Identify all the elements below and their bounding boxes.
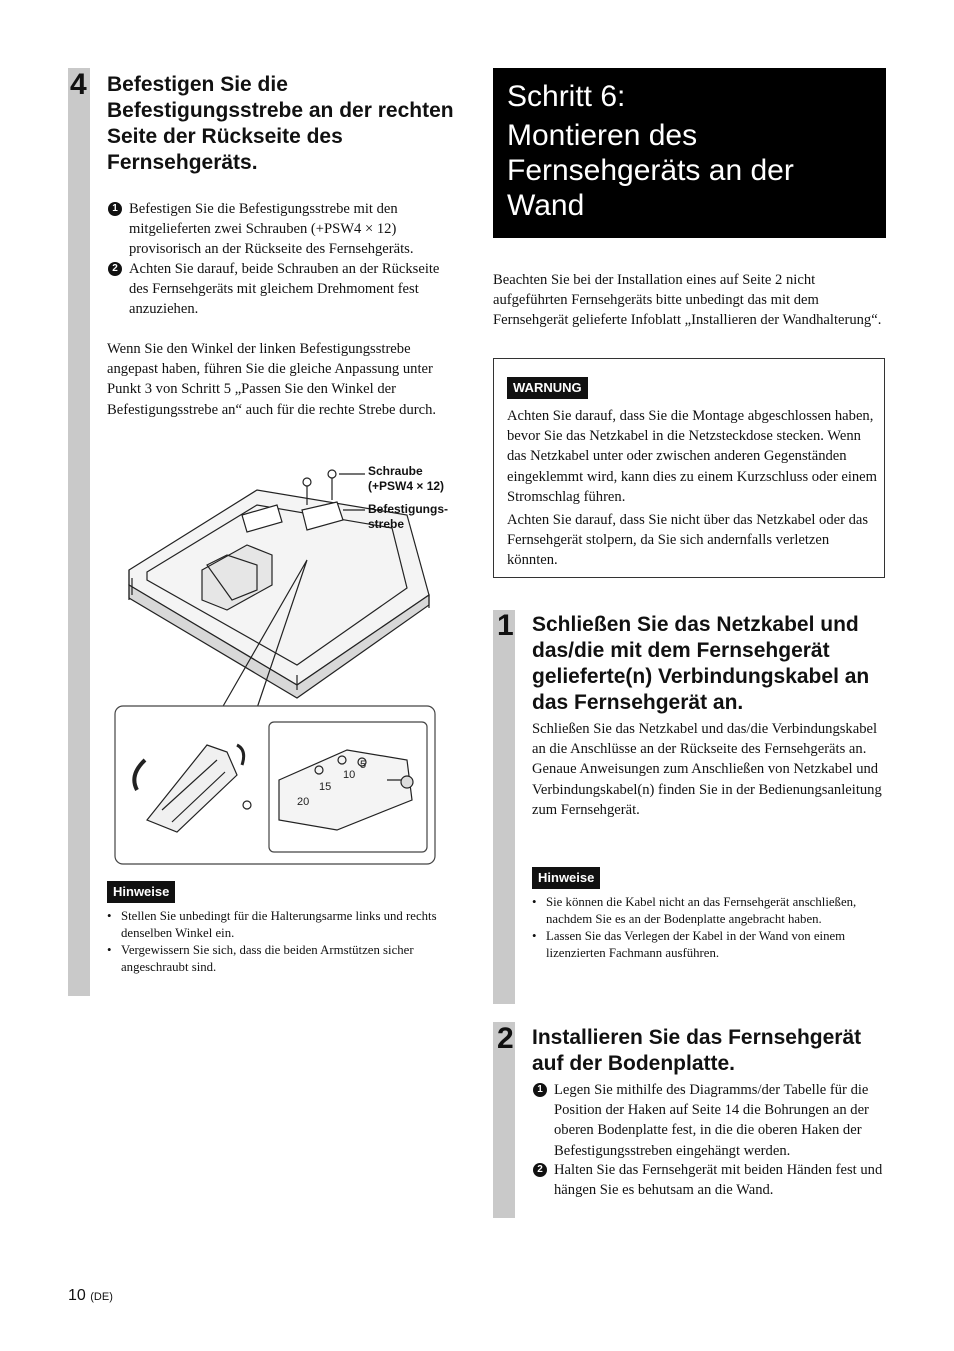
step-2-number: 2 bbox=[497, 1022, 514, 1055]
page-number: 10 bbox=[68, 1287, 86, 1304]
list-item: • Stellen Sie unbedingt für die Halterungsarme links und rechts denselben Winkel ein. bbox=[107, 908, 459, 942]
step-4-number: 4 bbox=[70, 68, 87, 101]
page-lang: (DE) bbox=[90, 1291, 113, 1303]
step-2-heading: Installieren Sie das Fernsehgerät auf der Bodenplatte. bbox=[532, 1026, 862, 1075]
step-1-bar bbox=[493, 610, 515, 1004]
section-title-box bbox=[493, 68, 886, 238]
figure-label-strut-1: Befestigungs- bbox=[368, 502, 449, 516]
section-title-rest: Montieren des Fernsehgeräts an der Wand bbox=[507, 119, 794, 222]
warning-tag: WARNUNG bbox=[507, 377, 588, 399]
step-1-text: Schließen Sie das Netzkabel und das/die Verbindungskabel an die Anschlüsse an der Rückseite des Fernsehgeräts an. Genaue Anweisungen zum Anschließen von Netzkabel und Verbindungskabel(n) finden Sie in der Bedienungsanleitung zum Fernsehgerät. bbox=[532, 721, 882, 818]
step-4-item-2: Achten Sie darauf, beide Schrauben an der Rückseite des Fernsehgeräts mit gleichem Drehmoment fest anzuziehen. bbox=[129, 261, 440, 318]
step-2-marker-1: 1 bbox=[533, 1083, 547, 1097]
tv-illustration bbox=[107, 460, 462, 870]
step-4-marker-1: 1 bbox=[108, 202, 122, 216]
tv-back-drawing bbox=[107, 460, 462, 870]
list-item: • Lassen Sie das Verlegen der Kabel in der Wand von einem lizenzierten Fachmann ausführen. bbox=[532, 928, 884, 962]
intro-paragraph: Beachten Sie bei der Installation eines auf Seite 2 nicht aufgeführten Fernsehgeräts bitte unbedingt das mit dem Fernsehgerät gelieferte Infoblatt „Installieren der Wandhalterung“. bbox=[493, 272, 882, 329]
step-1-number: 1 bbox=[497, 609, 514, 642]
scale-mark-10: 10 bbox=[343, 769, 356, 781]
step-4-paragraph: Wenn Sie den Winkel der linken Befestigungsstrebe angepast haben, führen Sie die gleiche Anpassung unter Punkt 3 von Schritt 5 „Passen Sie den Winkel der Befestigungsstrebe an“ auch für die rechte Strebe durch. bbox=[107, 341, 437, 418]
step-2-marker-2: 2 bbox=[533, 1163, 547, 1177]
scale-mark-5: 5 bbox=[360, 759, 367, 771]
step-2-item-1: Legen Sie mithilfe des Diagramms/der Tabelle für die Position der Haken auf Seite 14 die Bohrungen an der oberen Bodenplatte fest, in die die oberen Haken der Befestigungsstreben eingehängt werden. bbox=[554, 1082, 869, 1159]
figure-label-strut-2: strebe bbox=[368, 517, 405, 531]
page-footer bbox=[68, 1287, 113, 1305]
step-1-heading: Schließen Sie das Netzkabel und das/die mit dem Fernsehgerät gelieferte(n) Verbindungskabel an das Fernsehgerät an. bbox=[532, 613, 870, 714]
warning-paragraph-1: Achten Sie darauf, dass Sie die Montage abgeschlossen haben, bevor Sie das Netzkabel in die Netzsteckdose stecken. Wenn das Netzkabel unter oder zwischen anderen Gegenständen eingeklemmt wird, kann dies zu einem Kurzschluss oder einem Stromschlag führen. bbox=[507, 408, 878, 505]
step-4-bar bbox=[68, 68, 90, 996]
step-4-item-1: Befestigen Sie die Befestigungsstrebe mit den mitgelieferten zwei Schrauben (+PSW4 × 12) provisorisch an der Rückseite des Fernsehgeräts. bbox=[129, 201, 414, 258]
notes-tag-right: Hinweise bbox=[532, 867, 600, 889]
warning-paragraph-2: Achten Sie darauf, dass Sie nicht über das Netzkabel oder das Fernsehgerät stolpern, da Sie sich andernfalls verletzen könnten. bbox=[507, 512, 869, 569]
scale-mark-20: 20 bbox=[297, 796, 310, 808]
figure-label-screw-1: Schraube bbox=[368, 464, 423, 478]
section-title-line1: Schritt 6: bbox=[507, 80, 626, 113]
step-4-marker-2: 2 bbox=[108, 262, 122, 276]
notes-list-left bbox=[107, 908, 459, 976]
step-2-item-2: Halten Sie das Fernsehgerät mit beiden Händen fest und hängen Sie es behutsam an die Wand. bbox=[554, 1162, 883, 1199]
scale-mark-15: 15 bbox=[319, 781, 332, 793]
step-4-heading: Befestigen Sie die Befestigungsstrebe an der rechten Seite der Rückseite des Fernsehgeräts. bbox=[107, 73, 454, 174]
notes-tag-left: Hinweise bbox=[107, 881, 175, 903]
list-item: • Sie können die Kabel nicht an das Fernsehgerät anschließen, nachdem Sie es an der Bodenplatte angebracht haben. bbox=[532, 894, 884, 928]
figure-label-screw-2: (+PSW4 × 12) bbox=[368, 479, 445, 493]
list-item: • Vergewissern Sie sich, dass die beiden Armstützen sicher angeschraubt sind. bbox=[107, 942, 459, 976]
notes-list-right bbox=[532, 894, 884, 962]
